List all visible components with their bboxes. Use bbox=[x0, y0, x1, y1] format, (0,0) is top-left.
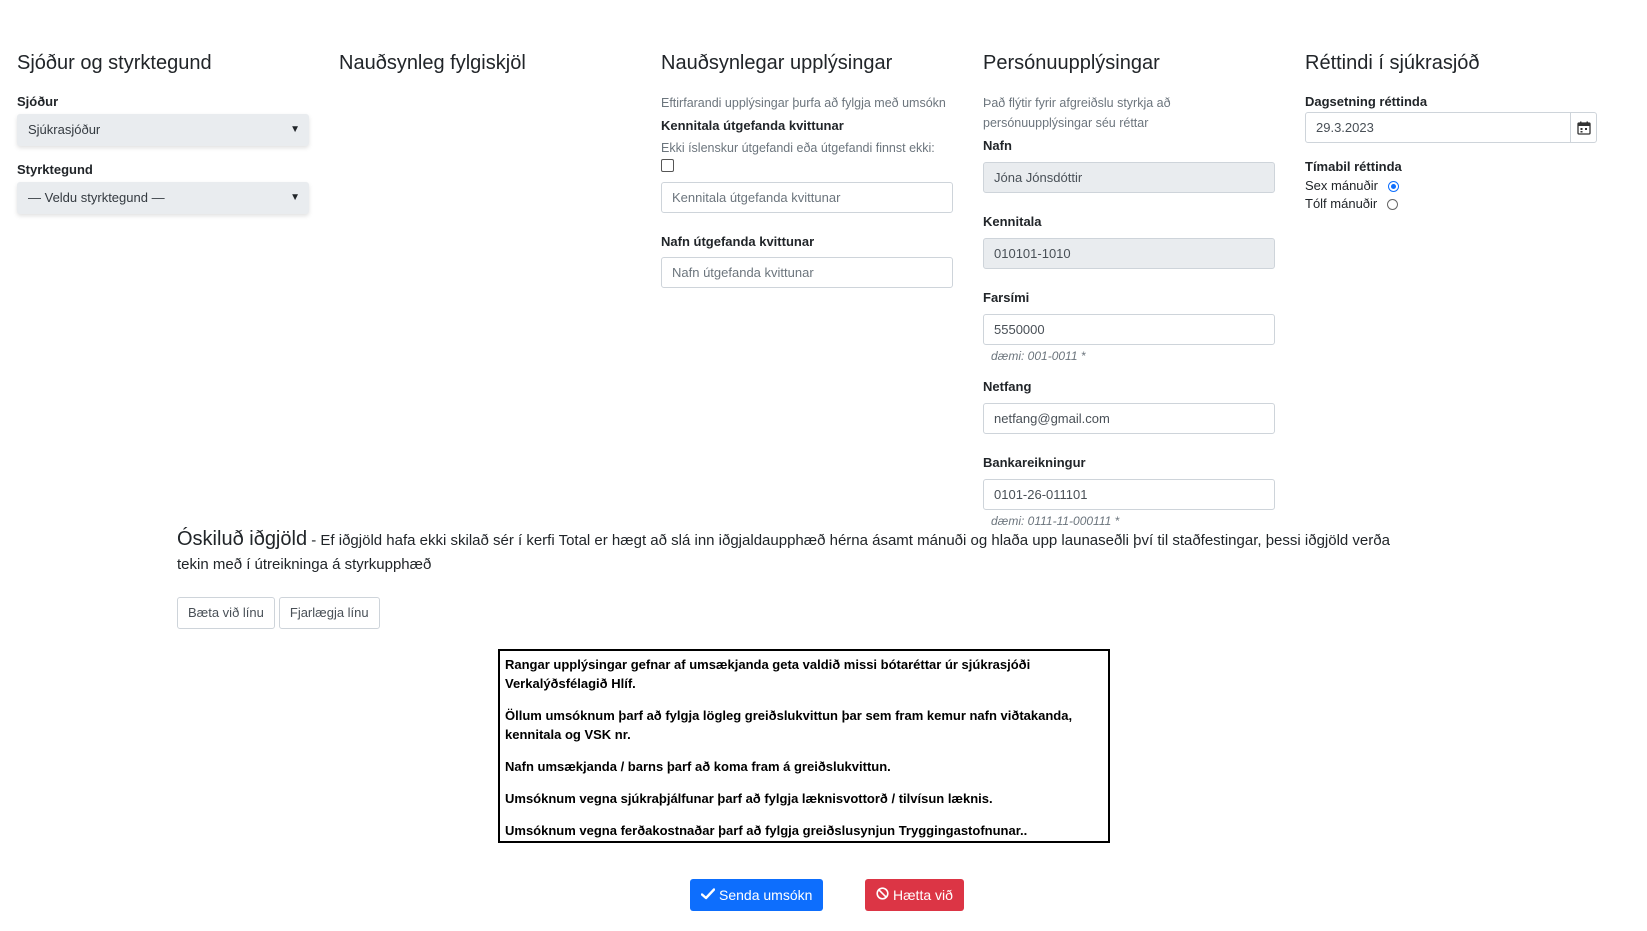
grant-type-select-value: — Veldu styrktegund — bbox=[28, 190, 165, 205]
rights-date-field[interactable]: 29.3.2023 bbox=[1305, 112, 1597, 143]
twelve-months-radio[interactable] bbox=[1387, 199, 1398, 210]
terms-notice bbox=[498, 649, 1110, 843]
issuer-name-label: Nafn útgefanda kvittunar bbox=[661, 234, 815, 249]
ban-icon bbox=[876, 887, 889, 903]
email-field[interactable]: netfang@gmail.com bbox=[983, 403, 1275, 434]
twelve-months-option[interactable] bbox=[1305, 195, 1597, 213]
attachments-section-title: Nauðsynleg fylgiskjöl bbox=[339, 52, 526, 74]
rights-date-picker[interactable] bbox=[1305, 112, 1597, 143]
mobile-hint: dæmi: 001-0011 * bbox=[991, 349, 1086, 363]
notice-paragraph: Nafn umsækjanda / barns þarf að koma fram á greiðslukvittun. bbox=[505, 759, 891, 774]
unpaid-premiums-actions bbox=[177, 597, 380, 629]
cancel-label: Hætta við bbox=[893, 887, 953, 903]
fund-select-value: Sjúkrasjóður bbox=[28, 122, 101, 137]
bank-account-field[interactable]: 0101-26-011101 bbox=[983, 479, 1275, 510]
email-label: Netfang bbox=[983, 379, 1032, 394]
personal-info-section bbox=[983, 49, 1275, 529]
fund-section-title: Sjóður og styrktegund bbox=[17, 52, 212, 74]
fund-rights-section bbox=[1305, 49, 1597, 213]
calendar-icon[interactable] bbox=[1570, 112, 1597, 143]
unpaid-premiums-heading: Óskiluð iðgjöld bbox=[177, 528, 308, 550]
bank-account-hint: dæmi: 0111-11-000111 * bbox=[991, 514, 1120, 528]
rights-date-label: Dagsetning réttinda bbox=[1305, 94, 1428, 109]
six-months-radio[interactable] bbox=[1388, 181, 1399, 192]
mobile-field[interactable]: 5550000 bbox=[983, 314, 1275, 345]
ssn-label: Kennitala bbox=[983, 214, 1042, 229]
issuer-id-label: Kennitala útgefanda kvittunar bbox=[661, 118, 844, 133]
notice-paragraph: Rangar upplýsingar gefnar af umsækjanda geta valdið missi bótaréttar úr sjúkrasjóði Verkalýðsfélagið Hlíf. bbox=[505, 657, 1031, 691]
notice-paragraph: Umsóknum vegna sjúkraþjálfunar þarf að fylgja læknisvottorð / tilvísun læknis. bbox=[505, 791, 993, 806]
twelve-months-label: Tólf mánuðir bbox=[1305, 196, 1378, 211]
issuer-name-input[interactable]: Nafn útgefanda kvittunar bbox=[661, 257, 953, 288]
bank-account-label: Bankareikningur bbox=[983, 455, 1086, 470]
rights-period-label: Tímabil réttinda bbox=[1305, 159, 1402, 174]
fund-section bbox=[17, 49, 309, 229]
caret-down-icon: ▼ bbox=[290, 192, 300, 203]
required-info-section bbox=[661, 49, 953, 288]
personal-info-title: Persónuupplýsingar bbox=[983, 52, 1160, 74]
cancel-button[interactable] bbox=[865, 879, 964, 911]
unpaid-premiums-section bbox=[177, 527, 1417, 577]
submit-application-button[interactable] bbox=[690, 879, 823, 911]
personal-info-help: Það flýtir fyrir afgreiðslu styrkja að persónuupplýsingar séu réttar bbox=[983, 96, 1171, 130]
submit-application-label: Senda umsókn bbox=[719, 887, 813, 903]
ssn-field[interactable]: 010101-1010 bbox=[983, 238, 1275, 269]
six-months-option[interactable] bbox=[1305, 177, 1597, 195]
grant-type-select[interactable] bbox=[17, 182, 309, 214]
name-field[interactable]: Jóna Jónsdóttir bbox=[983, 162, 1275, 193]
fund-label: Sjóður bbox=[17, 94, 59, 109]
name-label: Nafn bbox=[983, 138, 1012, 153]
required-info-help: Eftirfarandi upplýsingar þurfa að fylgja með umsókn bbox=[661, 96, 946, 110]
caret-down-icon: ▼ bbox=[290, 124, 300, 135]
notice-paragraph: Umsóknum vegna ferðakostnaðar þarf að fylgja greiðslusynjun Tryggingastofnunar.. bbox=[505, 823, 1028, 838]
attachments-section bbox=[339, 49, 631, 93]
add-line-button[interactable]: Bæta við línu bbox=[177, 597, 275, 629]
six-months-label: Sex mánuðir bbox=[1305, 178, 1378, 193]
remove-line-button[interactable]: Fjarlægja línu bbox=[279, 597, 380, 629]
mobile-label: Farsími bbox=[983, 290, 1030, 305]
check-icon bbox=[701, 887, 715, 903]
foreign-issuer-label: Ekki íslenskur útgefandi eða útgefandi finnst ekki: bbox=[661, 141, 935, 155]
unpaid-premiums-text: - Ef iðgjöld hafa ekki skilað sér í kerfi Total er hægt að slá inn iðgjaldaupphæð hérna ásamt mánuði og hlaða upp launaseðli því til staðfestingar, þessi iðgjöld verða tekin með í útreikninga á styrkupphæð bbox=[177, 532, 1390, 573]
grant-type-label: Styrktegund bbox=[17, 162, 93, 177]
issuer-id-input[interactable]: Kennitala útgefanda kvittunar bbox=[661, 182, 953, 213]
foreign-issuer-checkbox[interactable] bbox=[661, 159, 674, 172]
required-info-title: Nauðsynlegar upplýsingar bbox=[661, 52, 893, 74]
fund-rights-title: Réttindi í sjúkrasjóð bbox=[1305, 52, 1480, 74]
fund-select[interactable] bbox=[17, 114, 309, 146]
notice-paragraph: Öllum umsóknum þarf að fylgja lögleg greiðslukvittun þar sem fram kemur nafn viðtakanda, kennitala og VSK nr. bbox=[505, 708, 1073, 742]
